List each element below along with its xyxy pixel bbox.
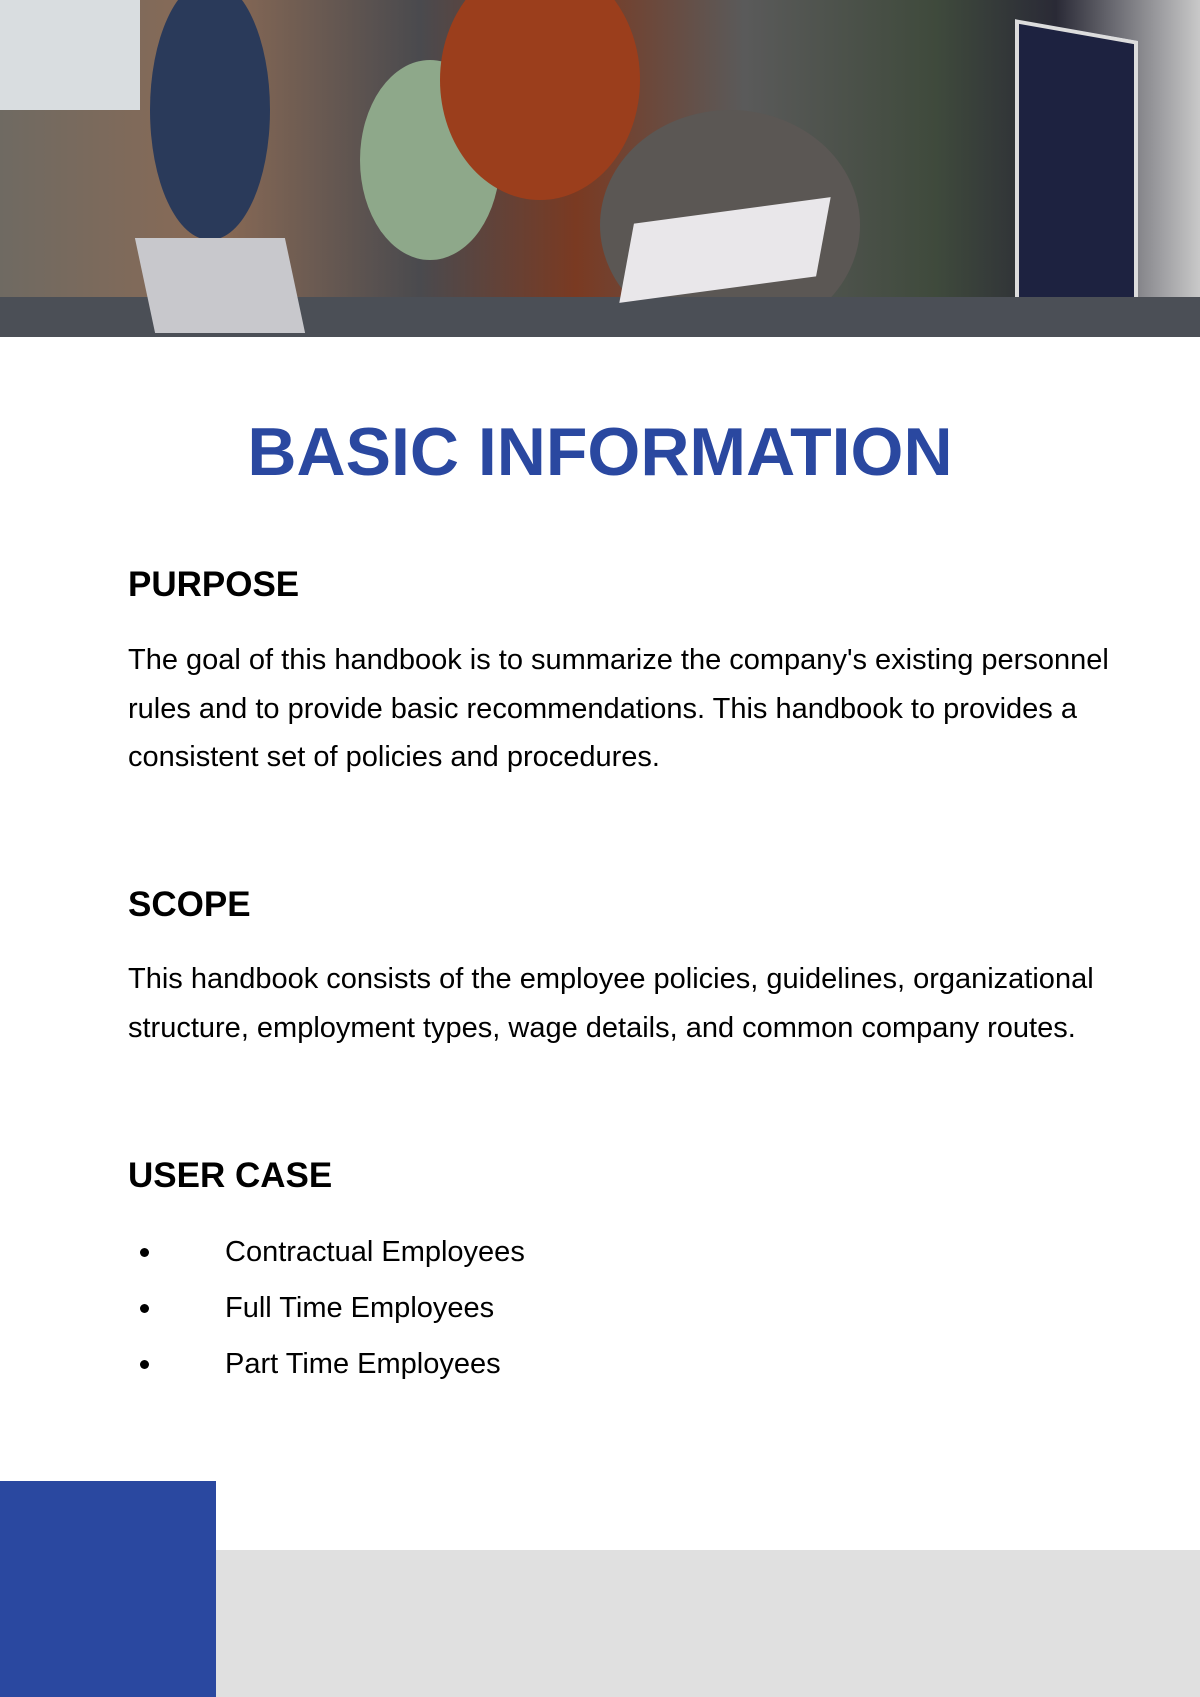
list-item [128, 1284, 525, 1340]
footer-blue-block [0, 1481, 216, 1697]
photo-window [0, 0, 140, 110]
user-case-heading: USER CASE [128, 1156, 333, 1195]
list-item [128, 1340, 525, 1396]
page-title: BASIC INFORMATION [247, 414, 953, 490]
bullet-icon [140, 1304, 149, 1313]
footer-gray-band [216, 1550, 1200, 1697]
scope-heading: SCOPE [128, 885, 251, 924]
scope-body: This handbook consists of the employee policies, guidelines, organizational structure, employment types, wage details, and common company routes. [128, 963, 1094, 1044]
purpose-heading: PURPOSE [128, 565, 300, 604]
list-item [128, 1228, 525, 1284]
bullet-icon [140, 1248, 149, 1257]
list-item-label: Contractual Employees [225, 1236, 525, 1268]
purpose-body: The goal of this handbook is to summarize the company's existing personnel rules and to provide basic recommendations. This handbook to provides a consistent set of policies and procedures. [128, 644, 1109, 773]
list-item-label: Part Time Employees [225, 1348, 501, 1380]
list-item-label: Full Time Employees [225, 1292, 495, 1324]
user-case-list [128, 1228, 525, 1396]
photo-monitor [1015, 19, 1138, 337]
photo-person-back [150, 0, 270, 240]
photo-laptop [135, 238, 305, 333]
header-photo [0, 0, 1200, 337]
bullet-icon [140, 1360, 149, 1369]
